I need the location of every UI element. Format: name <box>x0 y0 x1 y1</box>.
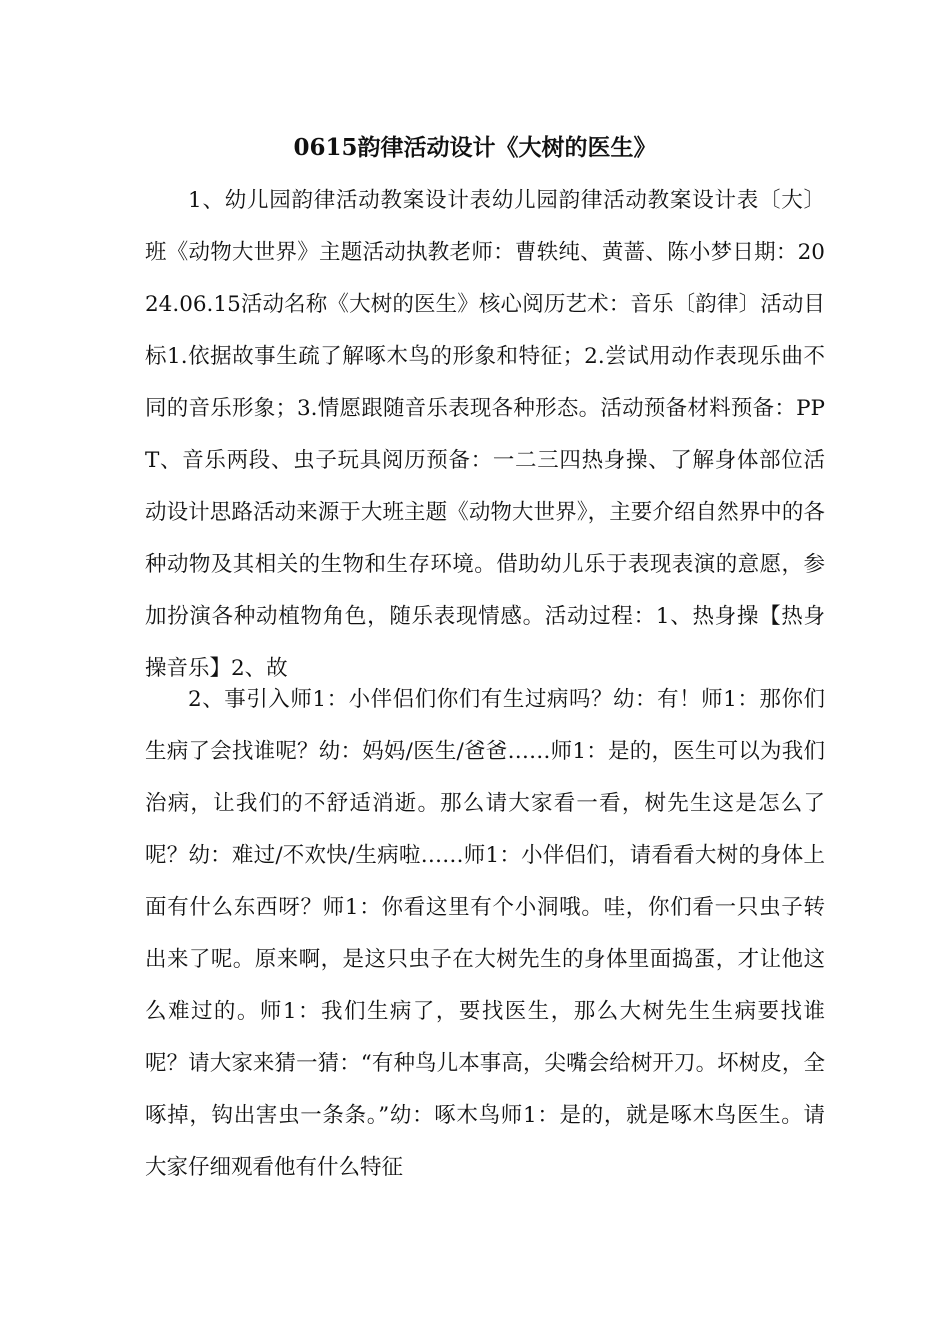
paragraph-2: 2、事引入师1：小伴侣们你们有生过病吗？幼：有！师1：那你们生病了会找谁呢？幼：妈妈/医生/爸爸……师1：是的，医生可以为我们治病，让我们的不舒适消逝。那么请大家看一看，树先生这是怎么了呢？幼：难过/不欢快/生病啦……师1：小伴侣们，请看看大树的身体上面有什么东西呀？师1：你看这里有个小洞哦。哇，你们看一只虫子转出来了呢。原来啊，是这只虫子在大树先生的身体里面捣蛋，才让他这么难过的。师1：我们生病了，要找医生，那么大树先生生病要找谁呢？请大家来猜一猜：“有种鸟儿本事高，尖嘴会给树开刀。坏树皮，全啄掉，钩出害虫一条条。”幼：啄木鸟师1：是的，就是啄木鸟医生。请大家仔细观看他有什么特征 <box>145 687 825 1180</box>
document-title: 0615韵律活动设计《大树的医生》 <box>293 134 657 161</box>
paragraph-1: 1、幼儿园韵律活动教案设计表幼儿园韵律活动教案设计表〔大〕班《动物大世界》主题活动执教老师：曹轶纯、黄蔷、陈小梦日期：2024.06.15活动名称《大树的医生》核心阅历艺术：音乐〔韵律〕活动目标1.依据故事生疏了解啄木鸟的形象和特征；2.尝试用动作表现乐曲不同的音乐形象；3.情愿跟随音乐表现各种形态。活动预备材料预备：PPT、音乐两段、虫子玩具阅历预备：一二三四热身操、了解身体部位活动设计思路活动来源于大班主题《动物大世界》，主要介绍自然界中的各种动物及其相关的生物和生存环境。借助幼儿乐于表现表演的意愿，参加扮演各种动植物角色，随乐表现情感。活动过程：1、热身操【热身操音乐】2、故 <box>145 188 825 681</box>
